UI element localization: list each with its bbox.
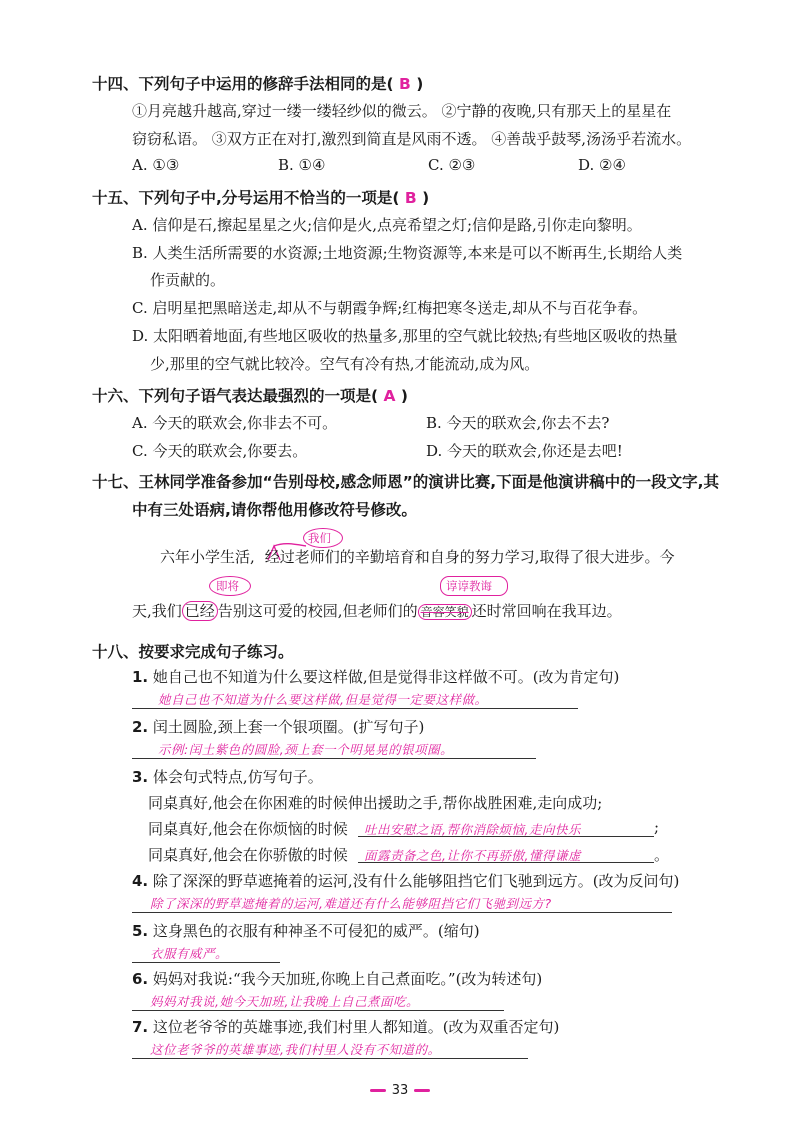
q16-option-d: D. 今天的联欢会,你还是去吧! — [426, 442, 623, 460]
q18-imitate-answer2: 吐出安慰之语,帮你消除烦恼,走向快乐 — [364, 822, 581, 837]
q18-imitate-line3-end: 。 — [654, 846, 670, 864]
q18-item4-answer: 除了深深的野草遮掩着的运河,难道还有什么能够阻挡它们飞驰到远方? — [150, 896, 552, 911]
q17-crossed-already: 已经 — [182, 601, 218, 621]
q18-imitate-line2-blank — [358, 836, 654, 837]
q18-item6 — [132, 968, 542, 989]
q18-item2-number: 2. — [132, 718, 149, 736]
q18-item5-text: 这身黑色的衣服有种神圣不可侵犯的威严。(缩句) — [152, 922, 480, 940]
q17-para-l2e: 还时常回响在我耳边。 — [471, 602, 622, 620]
q17-crossed-voice: 音容笑貌 — [418, 604, 472, 620]
q14-option-a: A. ①③ — [132, 156, 180, 174]
q16-option-a: A. 今天的联欢会,你非去不可。 — [132, 414, 338, 432]
q16-title — [92, 384, 408, 406]
q18-item4-number: 4. — [132, 872, 149, 890]
q17-para-l2a: 天,我们 — [132, 602, 182, 620]
q18-item3-number: 3. — [132, 768, 149, 786]
q18-item4-text: 除了深深的野草遮掩着的运河,没有什么能够阻挡它们飞驰到远方。(改为反问句) — [152, 872, 680, 890]
q14-paren: ) — [416, 75, 424, 93]
q16-paren: ) — [400, 387, 408, 405]
page-number — [0, 1083, 800, 1098]
q18-item3-text: 体会句式特点,仿写句子。 — [152, 768, 323, 786]
q14-option-c: C. ②③ — [428, 156, 476, 174]
q17-replace-teaching: 谆谆教诲 — [446, 579, 492, 593]
q16-answer: A — [383, 387, 396, 405]
q15-option-a: A. 信仰是石,擦起星星之火;信仰是火,点亮希望之灯;信仰是路,引你走向黎明。 — [132, 216, 642, 234]
q18-imitate-line2: 同桌真好,他会在你烦恼的时候 — [148, 820, 348, 838]
q14-answer: B — [399, 75, 411, 93]
q17-replace-teaching-circle — [440, 576, 508, 596]
q15-paren: ) — [422, 189, 430, 207]
q14-option-b: B. ①④ — [278, 156, 326, 174]
q18-item1-answer: 她自己也不知道为什么要这样做,但是觉得一定要这样做。 — [158, 692, 488, 707]
q18-item1-line — [132, 708, 578, 709]
q17-para-rest: 经过老师们的辛勤培育和自身的努力学习,取得了很大进步。今 — [264, 548, 675, 566]
q18-item5 — [132, 920, 480, 941]
q16-option-c: C. 今天的联欢会,你要去。 — [132, 442, 308, 460]
q15-prompt: 十五、下列句子中,分号运用不恰当的一项是( — [92, 189, 400, 207]
q18-item3 — [132, 766, 323, 787]
q17-para-start: 六年小学生活, — [160, 548, 255, 566]
q18-item7-text: 这位老爷爷的英雄事迹,我们村里人都知道。(改为双重否定句) — [152, 1018, 560, 1036]
q18-item2 — [132, 716, 424, 737]
q18-item4-line — [132, 912, 672, 913]
q17-title-line2: 中有三处语病,请你帮他用修改符号修改。 — [132, 501, 417, 519]
q14-line1: ①月亮越升越高,穿过一缕一缕轻纱似的微云。 ②宁静的夜晚,只有那天上的星星在 — [132, 102, 672, 120]
q15-title — [92, 186, 429, 208]
q18-item1-number: 1. — [132, 668, 149, 686]
q18-imitate-line3-blank — [358, 862, 654, 863]
q18-item4 — [132, 870, 679, 891]
q17-para-line2 — [132, 600, 622, 621]
q17-replace-soon: 即将 — [216, 579, 239, 593]
q18-item6-answer: 妈妈对我说,她今天加班,让我晚上自己煮面吃。 — [150, 994, 419, 1009]
q18-item6-number: 6. — [132, 970, 149, 988]
q18-imitate-line2-end: ; — [654, 818, 660, 836]
q18-item7-number: 7. — [132, 1018, 149, 1036]
q18-item2-line — [132, 758, 536, 759]
q14-prompt: 十四、下列句子中运用的修辞手法相同的是( — [92, 75, 394, 93]
q17-para-line1 — [160, 546, 675, 567]
q17-replace-soon-circle — [209, 576, 251, 596]
page-number-text: 33 — [391, 1083, 409, 1098]
q18-item5-number: 5. — [132, 922, 149, 940]
q18-item6-line — [132, 1010, 504, 1011]
q14-option-d: D. ②④ — [578, 156, 626, 174]
q18-item7-line — [132, 1058, 528, 1059]
q18-item2-answer: 示例:闰土紫色的圆脸,颈上套一个明晃晃的银项圈。 — [158, 742, 454, 757]
q18-item7-answer: 这位老爷爷的英雄事迹,我们村里人没有不知道的。 — [150, 1042, 441, 1057]
q17-title-line1: 十七、王林同学准备参加“告别母校,感念师恩”的演讲比赛,下面是他演讲稿中的一段文字,其 — [92, 473, 720, 491]
q18-imitate-answer3: 面露责备之色,让你不再骄傲,懂得谦虚 — [364, 848, 581, 863]
q18-item6-text: 妈妈对我说:“我今天加班,你晚上自己煮面吃。”(改为转述句) — [152, 970, 543, 988]
page-number-bar-right — [414, 1089, 430, 1092]
q15-option-d-line1: D. 太阳晒着地面,有些地区吸收的热量多,那里的空气就比较热;有些地区吸收的热量 — [132, 327, 678, 345]
q18-item5-line — [132, 962, 280, 963]
q15-answer: B — [404, 189, 417, 207]
q14-title — [92, 72, 423, 94]
q18-item1-text: 她自己也不知道为什么要这样做,但是觉得非这样做不可。(改为肯定句) — [152, 668, 620, 686]
q18-title: 十八、按要求完成句子练习。 — [92, 643, 294, 661]
q15-option-c: C. 启明星把黑暗送走,却从不与朝霞争辉;红梅把寒冬送走,却从不与百花争春。 — [132, 299, 648, 317]
q15-option-d-line2: 少,那里的空气就比较冷。空气有冷有热,才能流动,成为风。 — [150, 355, 540, 373]
q17-para-l2c: 告别这可爱的校园,但老师们的 — [217, 602, 418, 620]
page-number-bar-left — [370, 1089, 386, 1092]
q18-item5-answer: 衣服有威严。 — [150, 946, 229, 961]
q16-prompt: 十六、下列句子语气表达最强烈的一项是( — [92, 387, 379, 405]
q14-line2: 窃窃私语。 ③双方正在对打,激烈到简直是风雨不透。 ④善哉乎鼓琴,汤汤乎若流水。 — [132, 130, 692, 148]
q18-imitate-example: 同桌真好,他会在你困难的时候伸出援助之手,帮你战胜困难,走向成功; — [148, 794, 603, 812]
q17-insert-we: 我们 — [308, 531, 331, 545]
q15-option-b-line2: 作贡献的。 — [150, 271, 226, 289]
q18-item7 — [132, 1016, 559, 1037]
q16-option-b: B. 今天的联欢会,你去不去? — [426, 414, 610, 432]
q18-imitate-line3: 同桌真好,他会在你骄傲的时候 — [148, 846, 348, 864]
q18-item2-text: 闰土圆脸,颈上套一个银项圈。(扩写句子) — [152, 718, 425, 736]
q18-item1 — [132, 666, 619, 687]
q15-option-b-line1: B. 人类生活所需要的水资源;土地资源;生物资源等,本来是可以不断再生,长期给人类 — [132, 244, 683, 262]
